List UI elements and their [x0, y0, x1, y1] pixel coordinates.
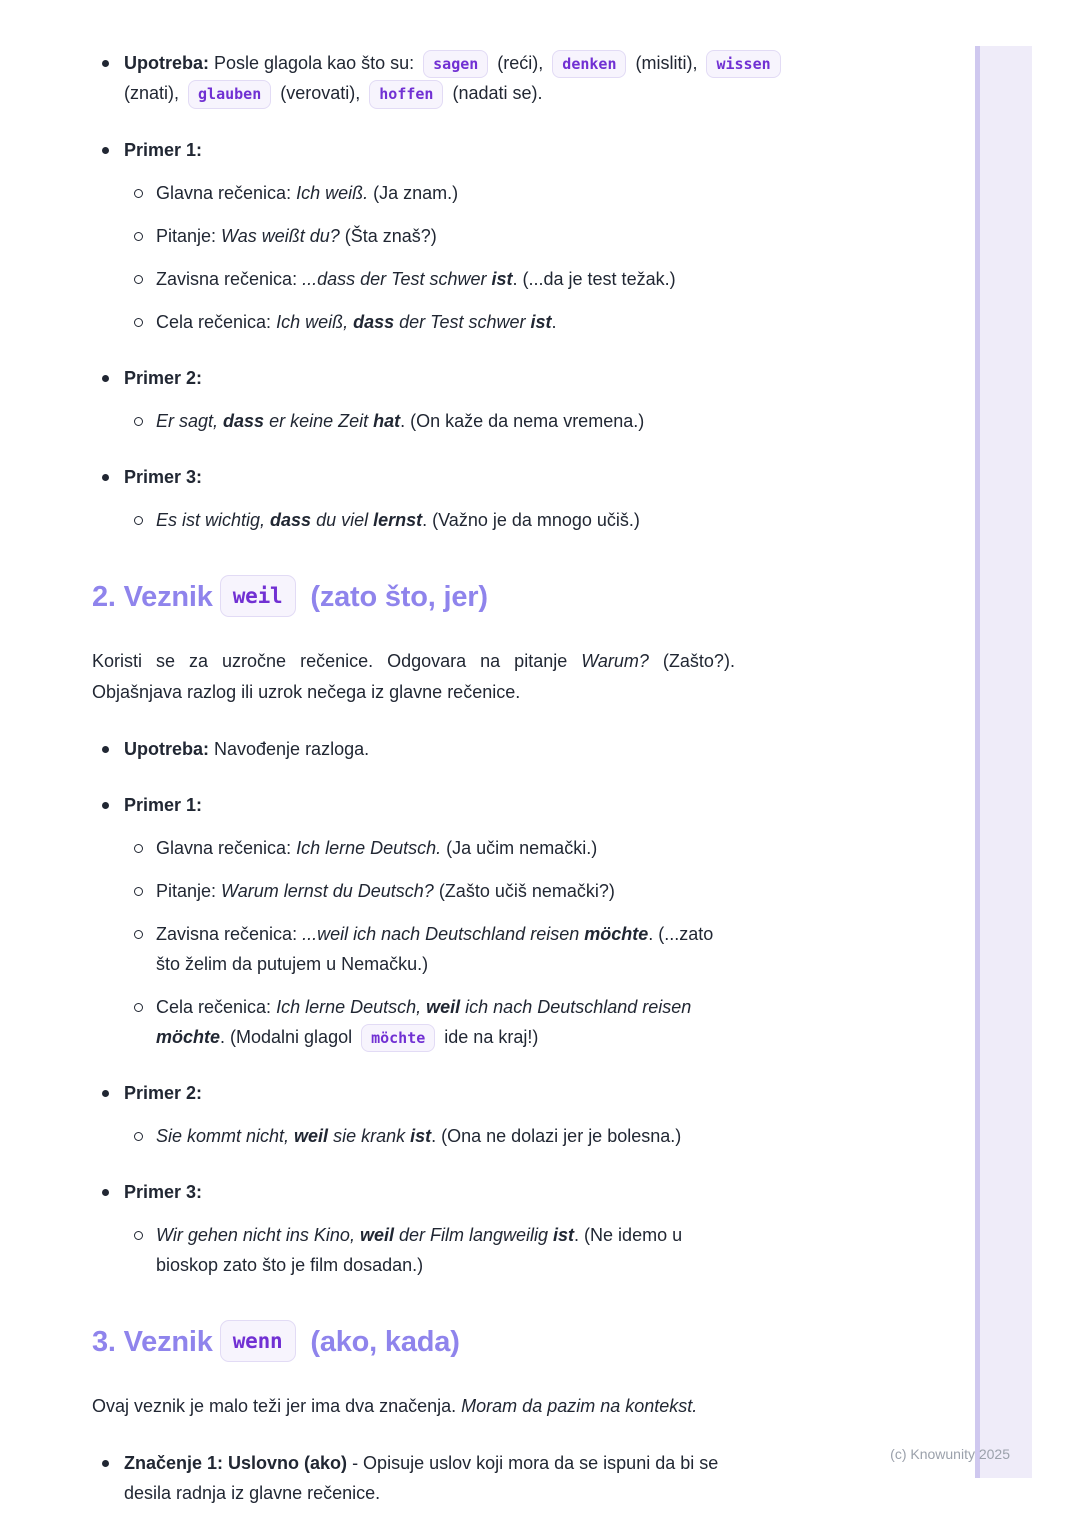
text-segment: . (On kaže da nema vremena.): [400, 410, 645, 431]
text-segment: Cela rečenica:: [156, 996, 277, 1017]
text-segment: . (Ne idemo u: [574, 1225, 683, 1246]
text-segment: (znati),: [124, 83, 185, 104]
bullet-item: [92, 790, 832, 820]
sub-bullet-item: [124, 178, 832, 208]
bullet-marker: [102, 375, 109, 382]
sub-bullet-item: [124, 992, 832, 1052]
inline-code-badge: denken: [552, 50, 626, 78]
text-segment: Primer 2:: [124, 367, 203, 388]
sub-bullet-item: [124, 264, 832, 294]
sub-bullet-item: [124, 1220, 832, 1280]
sub-bullet-item: [124, 221, 832, 251]
sub-bullet-marker: [134, 844, 143, 853]
bullet-item: [92, 363, 832, 393]
text-segment: Ich weiß,: [276, 311, 354, 332]
text-segment: er keine Zeit: [264, 410, 374, 431]
text-segment: (Zašto?).: [648, 650, 735, 671]
text-segment: - Opisuje uslov koji mora da se ispuni da bi se: [347, 1453, 719, 1474]
text-segment: 3. Veznik: [92, 1326, 213, 1359]
inline-code-badge: möchte: [361, 1024, 435, 1052]
text-segment: Glavna rečenica:: [156, 837, 297, 858]
text-segment: Es ist wichtig,: [156, 509, 271, 530]
text-segment: Pitanje:: [156, 225, 222, 246]
sub-bullet-item: [124, 406, 832, 436]
text-segment: lernst: [373, 509, 423, 530]
text-segment: Koristi se za uzročne rečenice. Odgovara na pitanje: [92, 650, 582, 671]
text-segment: bioskop zato što je film dosadan.): [156, 1255, 424, 1276]
sub-bullet-marker: [134, 232, 143, 241]
text-segment: möchte: [156, 1026, 221, 1047]
text-segment: . (Važno je da mnogo učiš.): [422, 509, 640, 530]
text-segment: Navođenje razloga.: [209, 738, 370, 759]
text-segment: Er sagt,: [156, 410, 224, 431]
text-segment: .: [551, 311, 557, 332]
text-segment: Zavisna rečenica:: [156, 923, 303, 944]
sub-bullet-marker: [134, 1132, 143, 1141]
text-segment: (zato što, jer): [302, 580, 488, 613]
text-segment: ...weil ich nach Deutschland reisen: [302, 923, 585, 944]
bullet-item: [92, 734, 832, 764]
bullet-marker: [102, 474, 109, 481]
inline-code-badge: hoffen: [369, 80, 443, 108]
sub-bullet-item: [124, 876, 832, 906]
text-segment: Primer 1:: [124, 794, 203, 815]
sub-bullet-item: [124, 307, 832, 337]
text-segment: (Ja znam.): [368, 182, 459, 203]
text-segment: möchte: [584, 923, 649, 944]
text-segment: Warum lernst du Deutsch?: [221, 880, 434, 901]
sub-bullet-marker: [134, 887, 143, 896]
text-segment: ...dass der Test schwer: [302, 268, 492, 289]
bullet-item: [92, 1078, 832, 1108]
text-segment: Sie kommt nicht,: [156, 1126, 295, 1147]
document-content: [92, 48, 832, 1521]
text-segment: der Film langweilig: [393, 1225, 554, 1246]
bullet-item: [92, 48, 832, 109]
sub-bullet-marker: [134, 318, 143, 327]
bullet-marker: [102, 1090, 109, 1097]
bullet-item: [92, 1448, 832, 1508]
bullet-marker: [102, 147, 109, 154]
text-segment: dass: [353, 311, 395, 332]
copyright-footer: (c) Knowunity 2025: [890, 1446, 1010, 1462]
text-segment: Glavna rečenica:: [156, 182, 297, 203]
sub-bullet-marker: [134, 516, 143, 525]
text-segment: Primer 3:: [124, 466, 203, 487]
text-segment: Posle glagola kao što su:: [209, 53, 420, 73]
sub-bullet-marker: [134, 1231, 143, 1240]
sub-bullet-item: [124, 833, 832, 863]
text-segment: Moram da pazim na kontekst.: [461, 1396, 698, 1417]
text-segment: dass: [270, 509, 312, 530]
text-segment: (Zašto učiš nemački?): [433, 880, 615, 901]
sub-bullet-marker: [134, 275, 143, 284]
text-segment: Objašnjava razlog ili uzrok nečega iz glavne rečenice.: [92, 681, 521, 702]
text-segment: Ich lerne Deutsch,: [276, 996, 427, 1017]
text-segment: (nadati se).: [447, 83, 543, 104]
text-segment: Wir gehen nicht ins Kino,: [156, 1225, 360, 1246]
text-segment: Značenje 1: Uslovno (ako): [124, 1453, 348, 1474]
text-segment: Ovaj veznik je malo teži jer ima dva značenja.: [92, 1396, 462, 1417]
section-heading: [92, 1320, 832, 1365]
text-segment: ist: [553, 1225, 575, 1246]
text-segment: (Ja učim nemački.): [441, 837, 598, 858]
text-segment: ide na kraj!): [439, 1026, 539, 1047]
sub-bullet-marker: [134, 930, 143, 939]
text-segment: što želim da putujem u Nemačku.): [156, 953, 429, 974]
text-segment: ist: [530, 311, 552, 332]
text-segment: du viel: [311, 509, 374, 530]
text-segment: Upotreba:: [124, 53, 209, 73]
inline-code-badge: weil: [220, 575, 296, 617]
text-segment: (Šta znaš?): [339, 225, 437, 246]
text-segment: Ich weiß.: [296, 182, 369, 203]
bullet-marker: [102, 1189, 109, 1196]
text-segment: (misliti),: [630, 53, 703, 73]
text-segment: (reći),: [492, 53, 549, 73]
text-segment: 2. Veznik: [92, 580, 213, 613]
text-segment: ich nach Deutschland reisen: [460, 996, 692, 1017]
bullet-item: [92, 462, 832, 492]
text-segment: weil: [359, 1225, 394, 1246]
text-segment: . (...da je test težak.): [512, 268, 676, 289]
text-segment: sie krank: [328, 1126, 411, 1147]
text-segment: ist: [491, 268, 513, 289]
inline-code-badge: wissen: [706, 50, 780, 78]
text-segment: Upotreba:: [124, 738, 209, 759]
text-segment: Pitanje:: [156, 880, 222, 901]
text-segment: der Test schwer: [394, 311, 531, 332]
bullet-item: [92, 1177, 832, 1207]
bullet-marker: [102, 1460, 109, 1467]
text-segment: weil: [426, 996, 461, 1017]
text-segment: hat: [373, 410, 401, 431]
text-segment: desila radnja iz glavne rečenice.: [124, 1483, 381, 1504]
bullet-marker: [102, 60, 109, 67]
bullet-marker: [102, 802, 109, 809]
sub-bullet-marker: [134, 189, 143, 198]
text-segment: (verovati),: [275, 83, 366, 104]
paragraph: [92, 646, 832, 708]
text-segment: Primer 3:: [124, 1182, 203, 1203]
text-segment: . (...zato: [648, 923, 714, 944]
text-segment: weil: [294, 1126, 329, 1147]
text-segment: Zavisna rečenica:: [156, 268, 303, 289]
text-segment: Primer 2:: [124, 1083, 203, 1104]
right-margin-bar: [975, 46, 1032, 1478]
sub-bullet-marker: [134, 1003, 143, 1012]
bullet-item: [92, 135, 832, 165]
inline-code-badge: wenn: [220, 1320, 296, 1362]
inline-code-badge: sagen: [423, 50, 488, 78]
text-segment: dass: [223, 410, 265, 431]
text-segment: Warum?: [581, 650, 649, 671]
paragraph: [92, 1391, 832, 1422]
text-segment: Was weißt du?: [221, 225, 340, 246]
text-segment: . (Modalni glagol: [220, 1026, 358, 1047]
sub-bullet-item: [124, 919, 832, 979]
text-segment: ist: [410, 1126, 432, 1147]
text-segment: Ich lerne Deutsch.: [296, 837, 442, 858]
text-segment: Cela rečenica:: [156, 311, 277, 332]
sub-bullet-marker: [134, 417, 143, 426]
text-segment: (ako, kada): [302, 1326, 460, 1359]
sub-bullet-item: [124, 505, 832, 535]
bullet-marker: [102, 746, 109, 753]
text-segment: . (Ona ne dolazi jer je bolesna.): [431, 1126, 682, 1147]
inline-code-badge: glauben: [188, 80, 271, 108]
section-heading: [92, 575, 832, 620]
sub-bullet-item: [124, 1121, 832, 1151]
text-segment: Primer 1:: [124, 139, 203, 160]
